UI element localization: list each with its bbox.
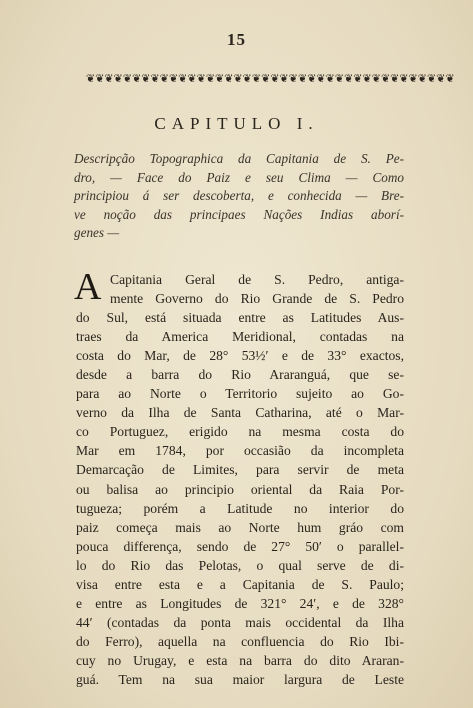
body-line: ou balisa ao principio oriental da Raia Por- <box>76 481 404 497</box>
drop-cap: A <box>74 266 102 308</box>
body-line: cuy no Urugay, e esta na barra do dito Araran- <box>76 652 404 668</box>
page-number: 15 <box>227 30 246 49</box>
body-line: do Sul, está situada entre as Latitudes Aus- <box>76 310 404 326</box>
summary-line: ve noção das principaes Nações Indias aborí- <box>74 206 404 222</box>
body-line: Capitania Geral de S. Pedro, antiga- <box>110 272 404 287</box>
body-line: visa entre esta e a Capitania de S. Paulo; <box>76 576 404 592</box>
body-line: Demarcação de Limites, para servir de meta <box>76 462 404 478</box>
body-line: mente Governo do Rio Grande de S. Pedro <box>110 291 404 307</box>
body-line: tugueza; porém a Latitude no interior do <box>76 500 404 516</box>
body-line: e entre as Longitudes de 321° 24′, e de 328° <box>76 595 404 611</box>
body-line: co Portuguez, erigido na mesma costa do <box>76 424 404 440</box>
body-line: para ao Norte o Territorio sujeito ao Go- <box>76 386 404 402</box>
chapter-title: CAPITULO I. <box>154 114 319 133</box>
summary-line: principiou á ser descoberta, e conhecida — Bre- <box>74 188 404 203</box>
body-line: do Ferro), aquella na confluencia do Rio Ibi- <box>76 633 404 649</box>
summary-line: dro, — Face do Paiz e seu Clima — Como <box>74 169 404 185</box>
body-text <box>74 266 404 689</box>
body-line: desde a barra do Rio Araranguá, que se- <box>76 367 404 383</box>
body-line: guá. Tem na sua maior largura de Leste <box>76 671 404 687</box>
body-line: 44′ (contadas da ponta mais occidental da Ilha <box>76 614 404 630</box>
body-line: paiz começa mais ao Norte hum gráo com <box>76 519 404 535</box>
chapter-summary <box>74 150 404 243</box>
summary-line: genes — <box>74 225 120 240</box>
body-line: verno da Ilha de Santa Catharina, até o Mar- <box>76 405 404 421</box>
body-line: costa do Mar, de 28° 53½′ e de 33° exactos, <box>76 348 404 364</box>
summary-line: Descripção Topographica da Capitania de S. Pe- <box>74 151 404 166</box>
body-line: Mar em 1784, por occasião da incompleta <box>76 443 404 459</box>
ornamental-divider: ❦❦❦❦❦❦❦❦❦❦❦❦❦❦❦❦❦❦❦❦❦❦❦❦❦❦❦❦❦❦❦❦❦❦❦❦❦❦❦❦ <box>86 72 455 85</box>
body-line: traes da America Meridional, contadas na <box>76 329 404 345</box>
body-line: pouca differença, sendo de 27° 50′ o parallel- <box>76 538 404 554</box>
body-line: lo do Rio das Pelotas, o qual serve de di- <box>76 557 404 573</box>
